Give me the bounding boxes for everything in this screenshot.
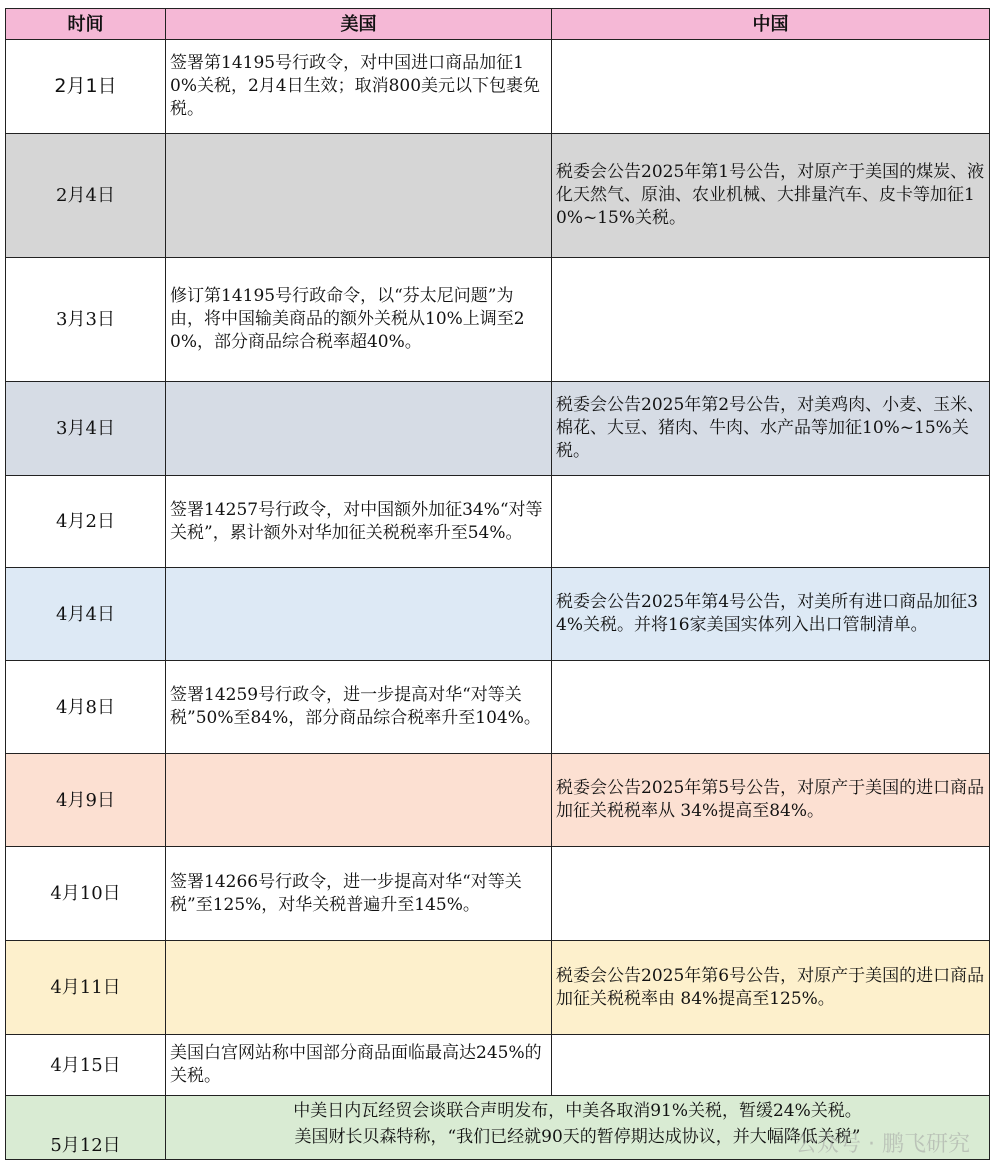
header-china: 中国 <box>552 9 990 40</box>
row-china-action <box>552 661 990 754</box>
tariff-timeline-table <box>5 8 990 1160</box>
row-us-action <box>166 568 552 661</box>
table-row <box>6 258 990 382</box>
row-china-action <box>552 476 990 568</box>
row-date: 2月4日 <box>6 134 166 258</box>
row-us-action: 美国白宫网站称中国部分商品面临最高达245%的关税。 <box>166 1035 552 1096</box>
table-header-row <box>6 9 990 40</box>
row-us-action: 签署第14195号行政令，对中国进口商品加征10%关税，2月4日生效；取消800美元以下包裹免税。 <box>166 40 552 134</box>
table-row <box>6 941 990 1035</box>
row-us-action <box>166 382 552 476</box>
row-china-action: 税委会公告2025年第6号公告，对原产于美国的进口商品加征关税税率由 84%提高至125%。 <box>552 941 990 1035</box>
row-date: 3月4日 <box>6 382 166 476</box>
row-china-action: 税委会公告2025年第1号公告，对原产于美国的煤炭、液化天然气、原油、农业机械、大排量汽车、皮卡等加征10%~15%关税。 <box>552 134 990 258</box>
row-us-action: 签署14259号行政令，进一步提高对华“对等关税”50%至84%，部分商品综合税率升至104%。 <box>166 661 552 754</box>
final-statement-line-2: 美国财长贝森特称，“我们已经就90天的暂停期达成协议，并大幅降低关税” <box>294 1127 861 1147</box>
header-time: 时间 <box>6 9 166 40</box>
row-date: 3月3日 <box>6 258 166 382</box>
table-row <box>6 382 990 476</box>
row-date: 4月10日 <box>6 847 166 941</box>
row-us-action: 签署14266号行政令，进一步提高对华“对等关税”至125%，对华关税普遍升至145%。 <box>166 847 552 941</box>
row-china-action: 税委会公告2025年第5号公告，对原产于美国的进口商品加征关税税率从 34%提高至84%。 <box>552 754 990 847</box>
row-us-action: 修订第14195号行政命令，以“芬太尼问题”为由，将中国输美商品的额外关税从10%上调至20%，部分商品综合税率超40%。 <box>166 258 552 382</box>
final-row-date: 5月12日 <box>6 1096 166 1160</box>
watermark: 公众号 · 鹏飞研究 <box>795 1132 970 1157</box>
row-china-action <box>552 1035 990 1096</box>
table-row <box>6 134 990 258</box>
table-row <box>6 754 990 847</box>
row-us-action <box>166 134 552 258</box>
row-date: 2月1日 <box>6 40 166 134</box>
row-us-action: 签署14257号行政令，对中国额外加征34%“对等关税”，累计额外对华加征关税税率升至54%。 <box>166 476 552 568</box>
row-china-action <box>552 847 990 941</box>
row-date: 4月9日 <box>6 754 166 847</box>
row-date: 4月15日 <box>6 1035 166 1096</box>
row-china-action <box>552 40 990 134</box>
table-row <box>6 1035 990 1096</box>
row-date: 4月4日 <box>6 568 166 661</box>
header-us: 美国 <box>166 9 552 40</box>
final-statement-line-1: 中美日内瓦经贸会谈联合声明发布，中美各取消91%关税，暂缓24%关税。 <box>293 1101 862 1121</box>
row-date: 4月2日 <box>6 476 166 568</box>
row-us-action <box>166 941 552 1035</box>
table-row <box>6 476 990 568</box>
row-date: 4月11日 <box>6 941 166 1035</box>
row-china-action: 税委会公告2025年第2号公告，对美鸡肉、小麦、玉米、棉花、大豆、猪肉、牛肉、水产品等加征10%~15%关税。 <box>552 382 990 476</box>
table-row <box>6 847 990 941</box>
row-china-action: 税委会公告2025年第4号公告，对美所有进口商品加征34%关税。并将16家美国实体列入出口管制清单。 <box>552 568 990 661</box>
row-date: 4月8日 <box>6 661 166 754</box>
table-row <box>6 661 990 754</box>
table-row <box>6 40 990 134</box>
row-us-action <box>166 754 552 847</box>
table-row <box>6 568 990 661</box>
row-china-action <box>552 258 990 382</box>
